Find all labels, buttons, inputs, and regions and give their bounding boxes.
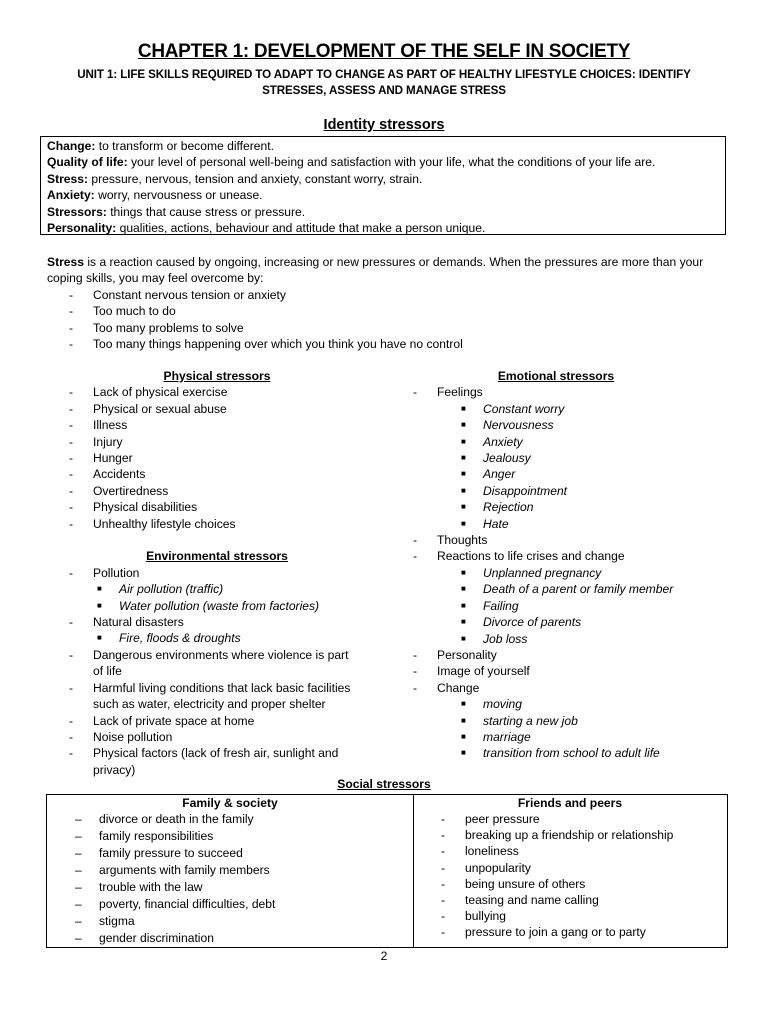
- family-society-heading: Family & society: [182, 796, 278, 810]
- emotional-list: [391, 384, 721, 761]
- square-bullet: ■: [461, 699, 466, 709]
- list-item: [413, 924, 727, 940]
- definition-text: to transform or become different.: [95, 139, 274, 153]
- dash-marker: –: [75, 829, 82, 843]
- list-item: [47, 647, 387, 663]
- list-item: [47, 680, 387, 696]
- dash-marker: -: [69, 467, 74, 482]
- sub-list-item: [391, 401, 721, 417]
- sub-item-text: Failing: [483, 598, 519, 613]
- list-item-text: family responsibilities: [99, 829, 214, 843]
- definition-row: [47, 138, 719, 154]
- sub-list-item: [391, 450, 721, 466]
- dash-marker: -: [69, 304, 74, 319]
- social-stressors-heading: Social stressors: [337, 777, 431, 791]
- friends-peers-heading: Friends and peers: [517, 796, 623, 810]
- list-item-text: trouble with the law: [99, 880, 203, 894]
- sub-item-text: Death of a parent or family member: [483, 582, 674, 597]
- page-number: 2: [380, 949, 388, 963]
- sub-list-item: [47, 581, 387, 597]
- list-item: [47, 320, 727, 336]
- square-bullet: ■: [461, 436, 466, 446]
- dash-marker: -: [69, 434, 74, 449]
- list-item-text: Reactions to life crises and change: [437, 549, 625, 564]
- list-item: [47, 930, 413, 947]
- definition-text: worry, nervousness or unease.: [94, 188, 263, 203]
- dash-marker: -: [441, 860, 446, 875]
- definition-text: pressure, nervous, tension and anxiety, constant worry, strain.: [88, 171, 423, 186]
- dash-marker: -: [69, 385, 74, 400]
- list-item: [47, 828, 413, 845]
- definition-term: Anxiety:: [47, 188, 95, 203]
- sub-item-text: marriage: [483, 729, 531, 744]
- sub-list-item: [391, 434, 721, 450]
- dash-marker: -: [69, 746, 74, 761]
- sub-list-item: [391, 483, 721, 499]
- list-item: [47, 913, 413, 930]
- dash-marker: -: [69, 320, 74, 335]
- stress-paragraph: [47, 254, 727, 352]
- dash-marker: -: [441, 828, 446, 843]
- list-item-text: Injury: [93, 434, 123, 449]
- list-item: [47, 879, 413, 896]
- list-item-text: Noise pollution: [93, 729, 173, 744]
- sub-list-item: [391, 466, 721, 482]
- physical-list: [47, 384, 387, 532]
- definition-row: [47, 204, 719, 220]
- dash-marker: -: [69, 451, 74, 466]
- list-item-text: bullying: [465, 909, 507, 924]
- list-item: [47, 336, 727, 352]
- sub-item-text: Anger: [483, 467, 516, 482]
- sub-item-text: Air pollution (traffic): [119, 582, 224, 597]
- list-item: [391, 663, 721, 679]
- sub-item-text: Water pollution (waste from factories): [119, 598, 320, 613]
- dash-marker: -: [69, 418, 74, 433]
- square-bullet: ■: [461, 485, 466, 495]
- square-bullet: ■: [461, 748, 466, 758]
- list-item: [47, 303, 727, 319]
- definition-text: your level of personal well-being and satisfaction with your life, what the conditions of your life are.: [127, 155, 656, 170]
- list-item-text: Dangerous environments where violence is part: [93, 647, 349, 662]
- sub-list-item: [391, 696, 721, 712]
- dash-marker: -: [69, 516, 74, 531]
- left-column: [47, 368, 387, 778]
- list-item: [413, 876, 727, 892]
- friends-list: [413, 811, 727, 941]
- sub-item-text: Hate: [483, 516, 509, 531]
- list-item-text: Too many things happening over which you think you have no control: [93, 337, 463, 352]
- square-bullet: ■: [461, 600, 466, 610]
- dash-marker: -: [441, 893, 446, 908]
- square-bullet: ■: [461, 420, 466, 430]
- list-item-text: arguments with family members: [99, 863, 270, 877]
- list-item-text: Feelings: [437, 385, 483, 400]
- definition-term: Stress:: [47, 171, 89, 186]
- definitions-box: [40, 136, 726, 235]
- sub-item-text: Fire, floods & droughts: [119, 631, 241, 646]
- stress-text: is a reaction caused by ongoing, increasing or new pressures or demands. When the pressures are more than your coping skills, you may feel overcome by:: [47, 255, 704, 286]
- sub-list-item: [391, 614, 721, 630]
- dash-marker: –: [75, 931, 82, 945]
- list-item-text: Too much to do: [93, 304, 176, 319]
- dash-marker: -: [69, 287, 74, 302]
- square-bullet: ■: [461, 567, 466, 577]
- sub-item-text: starting a new job: [483, 713, 578, 728]
- list-item-text: Image of yourself: [437, 664, 530, 679]
- list-item-continuation: [47, 696, 387, 712]
- stress-intro: [47, 254, 727, 287]
- sub-list-item: [391, 713, 721, 729]
- list-item-text: divorce or death in the family: [99, 812, 254, 826]
- dash-marker: -: [413, 664, 418, 679]
- dash-marker: -: [69, 615, 74, 630]
- sub-item-text: Nervousness: [483, 418, 554, 433]
- list-item-text: Lack of private space at home: [93, 713, 255, 728]
- dash-marker: –: [75, 897, 82, 911]
- list-item-text: peer pressure: [465, 812, 540, 826]
- definition-term: Quality of life:: [47, 155, 128, 170]
- list-item-text: Too many problems to solve: [93, 320, 244, 335]
- list-item: [47, 450, 387, 466]
- sub-list-item: [391, 581, 721, 597]
- dash-marker: -: [69, 647, 74, 662]
- list-item: [47, 516, 387, 532]
- sub-list-item: [391, 499, 721, 515]
- list-item: [391, 548, 721, 564]
- dash-marker: -: [413, 680, 418, 695]
- list-item: [47, 287, 727, 303]
- square-bullet: ■: [461, 518, 466, 528]
- definition-text: things that cause stress or pressure.: [106, 204, 306, 219]
- list-item: [413, 892, 727, 908]
- emotional-stressors-heading: Emotional stressors: [497, 369, 615, 383]
- list-item: [413, 827, 727, 843]
- sub-item-text: Constant worry: [483, 401, 565, 416]
- social-stressors-table: [46, 794, 728, 948]
- sub-item-text: Unplanned pregnancy: [483, 565, 602, 580]
- overcome-list: [47, 287, 727, 353]
- list-item-text: Unhealthy lifestyle choices: [93, 516, 236, 531]
- list-item-text: Personality: [437, 647, 497, 662]
- list-item-text: Hunger: [93, 451, 133, 466]
- list-item-text: Natural disasters: [93, 615, 184, 630]
- sub-list-item: [391, 565, 721, 581]
- dash-marker: -: [69, 401, 74, 416]
- list-item: [391, 384, 721, 400]
- dash-marker: -: [413, 647, 418, 662]
- list-item-text: breaking up a friendship or relationship: [465, 828, 674, 843]
- list-item-text: unpopularity: [465, 860, 531, 875]
- list-item: [391, 647, 721, 663]
- list-item-text: Overtiredness: [93, 483, 169, 498]
- list-item-text: Physical factors (lack of fresh air, sunlight and: [93, 746, 339, 761]
- list-item: [413, 908, 727, 924]
- dash-marker: -: [69, 680, 74, 695]
- dash-marker: -: [413, 549, 418, 564]
- list-item: [413, 811, 727, 827]
- list-item: [47, 499, 387, 515]
- square-bullet: ■: [461, 633, 466, 643]
- list-item-text: privacy): [93, 762, 136, 777]
- sub-item-text: Jealousy: [483, 451, 531, 466]
- sub-item-text: moving: [483, 697, 522, 712]
- square-bullet: ■: [97, 600, 102, 610]
- list-item-text: poverty, financial difficulties, debt: [99, 897, 276, 911]
- dash-marker: -: [441, 812, 446, 826]
- dash-marker: -: [413, 385, 418, 400]
- definition-row: [47, 220, 719, 236]
- square-bullet: ■: [461, 502, 466, 512]
- list-item: [47, 565, 387, 581]
- list-item-text: of life: [93, 664, 122, 679]
- list-item-text: Physical or sexual abuse: [93, 401, 227, 416]
- dash-marker: -: [69, 483, 74, 498]
- list-item: [47, 713, 387, 729]
- definition-term: Stressors:: [47, 204, 107, 219]
- dash-marker: –: [75, 812, 82, 826]
- definition-text: qualities, actions, behaviour and attitude that make a person unique.: [116, 221, 486, 236]
- list-item-text: Accidents: [93, 467, 146, 482]
- family-list: [47, 811, 413, 947]
- list-item: [47, 745, 387, 761]
- sub-item-text: Job loss: [483, 631, 528, 646]
- square-bullet: ■: [461, 469, 466, 479]
- definition-term: Change:: [47, 139, 96, 153]
- dash-marker: -: [69, 500, 74, 515]
- list-item: [47, 729, 387, 745]
- list-item-text: stigma: [99, 914, 135, 928]
- list-item-text: gender discrimination: [99, 931, 214, 945]
- list-item-text: Constant nervous tension or anxiety: [93, 287, 286, 302]
- dash-marker: –: [75, 880, 82, 894]
- list-item-continuation: [47, 663, 387, 679]
- list-item-text: such as water, electricity and proper shelter: [93, 697, 326, 712]
- list-item: [413, 860, 727, 876]
- right-column: [391, 368, 721, 762]
- list-item: [47, 845, 413, 862]
- dash-marker: -: [413, 533, 418, 548]
- sub-list-item: [391, 745, 721, 761]
- list-item: [391, 532, 721, 548]
- list-item-text: being unsure of others: [465, 876, 586, 891]
- family-society-column: [47, 795, 414, 947]
- stress-term: Stress: [47, 255, 84, 269]
- environmental-list: [47, 565, 387, 778]
- square-bullet: ■: [461, 715, 466, 725]
- list-item-text: family pressure to succeed: [99, 846, 243, 860]
- friends-peers-column: [413, 795, 727, 947]
- physical-stressors-heading: Physical stressors: [163, 369, 271, 383]
- list-item-text: Physical disabilities: [93, 500, 198, 515]
- dash-marker: –: [75, 863, 82, 877]
- square-bullet: ■: [461, 403, 466, 413]
- chapter-title: CHAPTER 1: DEVELOPMENT OF THE SELF IN SOCIETY: [137, 41, 631, 62]
- sub-list-item: [391, 631, 721, 647]
- list-item-text: teasing and name calling: [465, 893, 599, 908]
- sub-list-item: [47, 598, 387, 614]
- sub-list-item: [391, 516, 721, 532]
- list-item-text: Change: [437, 680, 480, 695]
- dash-marker: –: [75, 914, 82, 928]
- definition-row: [47, 187, 719, 203]
- square-bullet: ■: [461, 731, 466, 741]
- square-bullet: ■: [97, 633, 102, 643]
- dash-marker: -: [441, 909, 446, 924]
- sub-item-text: Rejection: [483, 500, 534, 515]
- dash-marker: -: [441, 844, 446, 859]
- list-item: [47, 862, 413, 879]
- definition-row: [47, 154, 719, 170]
- definition-row: [47, 171, 719, 187]
- square-bullet: ■: [461, 617, 466, 627]
- dash-marker: -: [69, 729, 74, 744]
- dash-marker: -: [69, 565, 74, 580]
- list-item-text: Thoughts: [437, 533, 488, 548]
- list-item: [47, 417, 387, 433]
- list-item: [47, 434, 387, 450]
- sub-item-text: transition from school to adult life: [483, 746, 660, 761]
- environmental-stressors-heading: Environmental stressors: [146, 549, 288, 564]
- section-title: Identity stressors: [323, 117, 445, 133]
- list-item-text: Lack of physical exercise: [93, 385, 228, 400]
- sub-list-item: [391, 729, 721, 745]
- unit-subtitle: UNIT 1: LIFE SKILLS REQUIRED TO ADAPT TO CHANGE AS PART OF HEALTHY LIFESTYLE CHOICES: IDENTIFY STRESSES, ASSESS AND MANAGE STRESS: [77, 68, 691, 97]
- dash-marker: –: [75, 846, 82, 860]
- list-item-text: Illness: [93, 418, 128, 433]
- sub-item-text: Anxiety: [483, 434, 523, 449]
- list-item: [47, 896, 413, 913]
- list-item-text: loneliness: [465, 844, 519, 859]
- dash-marker: -: [69, 713, 74, 728]
- sub-list-item: [47, 630, 387, 646]
- sub-item-text: Disappointment: [483, 483, 568, 498]
- list-item: [47, 614, 387, 630]
- dash-marker: -: [441, 876, 446, 891]
- list-item: [413, 843, 727, 859]
- list-item: [47, 811, 413, 828]
- list-item-text: Pollution: [93, 565, 140, 580]
- list-item-text: Harmful living conditions that lack basic facilities: [93, 680, 351, 695]
- list-item: [47, 401, 387, 417]
- list-item: [47, 466, 387, 482]
- dash-marker: -: [441, 925, 446, 940]
- sub-list-item: [391, 598, 721, 614]
- list-item: [47, 384, 387, 400]
- square-bullet: ■: [461, 453, 466, 463]
- list-item-continuation: [47, 762, 387, 778]
- sub-list-item: [391, 417, 721, 433]
- list-item: [47, 483, 387, 499]
- square-bullet: ■: [461, 584, 466, 594]
- list-item: [391, 680, 721, 696]
- sub-item-text: Divorce of parents: [483, 615, 582, 630]
- list-item-text: pressure to join a gang or to party: [465, 925, 646, 940]
- definition-term: Personality:: [47, 221, 117, 236]
- dash-marker: -: [69, 337, 74, 352]
- square-bullet: ■: [97, 584, 102, 594]
